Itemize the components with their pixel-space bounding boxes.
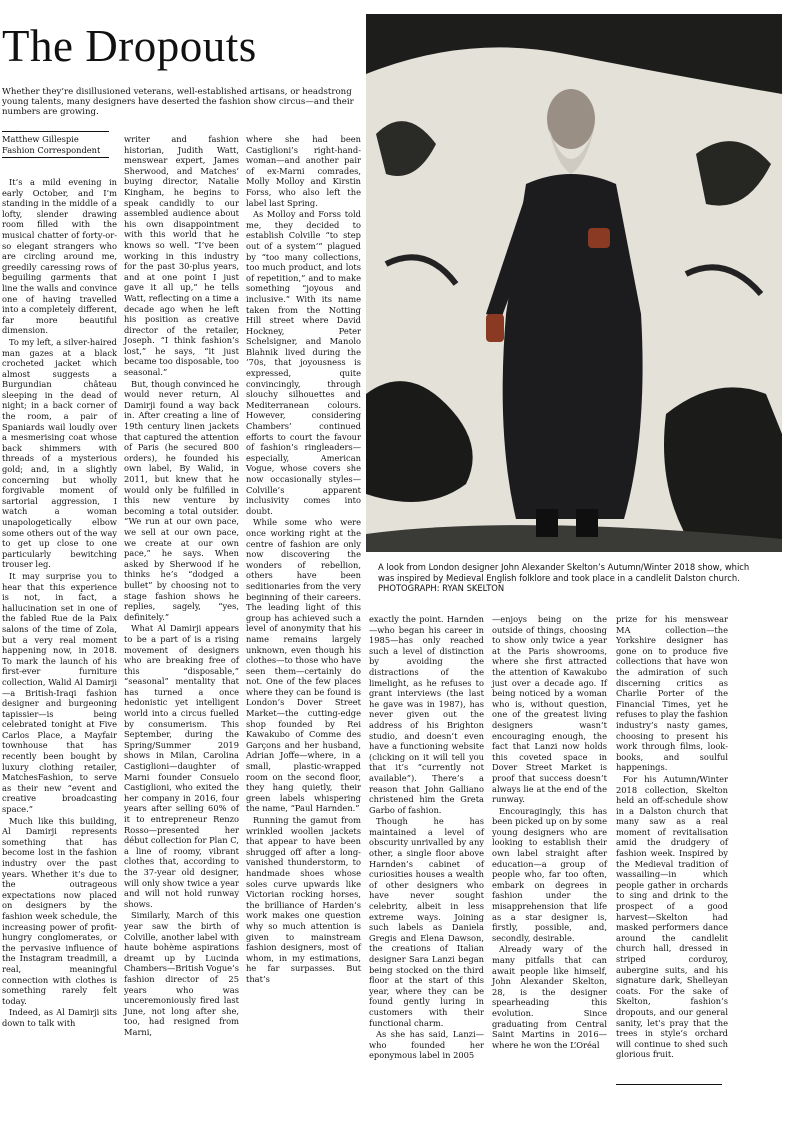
paragraph: Similarly, March of this year saw the birth of Colville, another label with haute bohème aspirations dreamt up by Lucinda Chambers—British Vogue’s fashion director of 25 years who was unceremoniously fired last June, not long after she, too, had resigned from Marni,: [124, 910, 239, 1037]
paragraph: As she has said, Lanzi—who founded her eponymous label in 2005: [369, 1029, 484, 1061]
paragraph: What Al Damirji appears to be a part of is a rising movement of designers who are breaking free of this “disposable,” “seasonal” mentality that has turned a once hedonistic yet intelligent world into a circus fuelled by consumerism. This September, during the Spring/Summer 2019 shows in Milan, Carolina Castiglioni—daughter of Marni founder Consuelo Castiglioni, who exited the her company in 2016, four years after selling 60% of it to entrepreneur Renzo Rosso—presented her début collection for Plan C, a line of roomy, vibrant clothes that, according to the 37-year old designer, will only show twice a year and will not hold runway shows.: [124, 623, 239, 909]
paragraph: Encouragingly, this has been picked up on by some young designers who are looking to establish their own label straight after education—a group of people who, far too often, embark on degrees in fashion under the misapprehension that life as a star designer is, firstly, possible, and, secondly, desirable.: [492, 805, 607, 943]
paragraph: Indeed, as Al Damirji sits down to talk with: [2, 1007, 117, 1028]
author-name: Matthew Gillespie: [2, 134, 79, 144]
paragraph: For his Autumn/Winter 2018 collection, Skelton held an off-schedule show in a Dalston church that many saw as a real moment of revitalisation amid the drudgery of fashion week. Inspired by the Medieval tradition of wassailing—in which people gather in orchards to sing and drink to the prospect of a good harvest—Skelton had masked performers dance around the candlelit church hall, dressed in striped corduroy, aubergine suits, and his signature dark, Shelleyan coats. For the sake of Skelton, fashion’s dropouts, and our general sanity, let’s pray that the trees in style’s orchard will continue to shed such glorious fruit.: [616, 773, 728, 1060]
article-photo: [366, 14, 782, 552]
paragraph: —enjoys being on the outside of things, choosing to show only twice a year at the Paris showrooms, where she first attracted the attention of Kawakubo just over a decade ago. If being noticed by a woman who is, without question, one of the greatest living designers wasn’t encouraging enough, the fact that Lanzi now holds this coveted space in Dover Street Market is proof that success doesn’t always lie at the end of the runway.: [492, 614, 607, 805]
designer-portrait-image: [366, 14, 782, 552]
paragraph: It may surprise you to hear that this experience is not, in fact, a hallucination set in one of the fabled Rue de la Paix salons of the time of Zola, but a very real moment happening now, in 2018. To mark the launch of his first-ever furniture collection, Walid Al Damirji—a British-Iraqi fashion designer and burgeoning tapissier—is being celebrated tonight at Five Carlos Place, a Mayfair townhouse that has recently been bought by luxury clothing retailer, MatchesFashion, to serve as their new “event and creative broadcasting space.”: [2, 570, 117, 815]
paragraph: writer and fashion historian, Judith Watt, menswear expert, James Sherwood, and Matches’ buying director, Natalie Kingham, he begins to speak candidly to our assembled audience about his own disappointment with this world that he knows so well. “I’ve been working in this industry for the past 30-plus years, and at one point I just gave it all up,” he tells Watt, reflecting on a time a decade ago when he left his position as creative director of the retailer, Joseph. “I think fashion’s lost,” he says, “it just became too disposable, too seasonal.”: [124, 134, 239, 378]
photo-caption: A look from London designer John Alexander Skelton’s Autumn/Winter 2018 show, which was inspired by Medieval English folklore and took place in a candlelit Dalston church. PHOTOGRAPH: RYAN SKELTON: [378, 562, 750, 594]
column-6: [616, 614, 728, 1060]
paragraph: To my left, a silver-haired man gazes at a black crocheted jacket which almost suggests a Burgundian château sleeping in the dead of night; in a back corner of the room, a pair of Spaniards wail loudly over a mesmerising coat whose back shimmers with threads of a mysterious gold; and, in a slightly concerning but wholly forgivable moment of sartorial aggression, I watch a woman unapologetically elbow some others out of the way to get up close to one particularly bewitching trouser leg.: [2, 336, 117, 570]
paragraph: Much like this building, Al Damirji represents something that has become lost in the fashion industry over the past years. Whether it’s due to the outrageous expectations now placed on designers by the fashion week schedule, the increasing power of profit-hungry conglomerates, or the pervasive influence of the Instagram treadmill, a real, meaningful connection with clothes is something rarely felt today.: [2, 815, 117, 1006]
article-title: The Dropouts: [2, 21, 257, 71]
column-3: [246, 134, 361, 985]
end-rule: [616, 1084, 722, 1085]
column-5: [492, 614, 607, 1050]
paragraph: As Molloy and Forss told me, they decided to establish Colville “to step out of a system’” plagued by “too many collections, too much product, and lots of repetition,” and to make something “joyous and inclusive.” With its name taken from the Notting Hill street where David Hockney, Peter Schelsigner, and Manolo Blahnik lived during the ’70s, that joyousness is expressed, quite convincingly, through slouchy silhouettes and Mediterranean colours. However, considering Chambers’ continued efforts to court the favour of fashion’s ringleaders—especially, American Vogue, whose covers she now occasionally styles—Colville’s apparent inclusivity comes into doubt.: [246, 209, 361, 516]
column-4: [369, 614, 484, 1061]
paragraph: Though he has maintained a level of obscurity unrivalled by any other, a single floor above Harnden’s cabinet of curiosities houses a wealth of other designers who have never sought celebrity, albeit in less extreme ways. Joining such labels as Daniela Gregis and Elena Dawson, the creations of Italian designer Sara Lanzi began being stocked on the third floor at the start of this year, where they can be found gently luring in customers with their functional charm.: [369, 816, 484, 1028]
paragraph: exactly the point. Harnden—who began his career in 1985—has only reached such a level of distinction by avoiding the distractions of the limelight, as he refuses to grant interviews (the last he gave was in 1987), has never given out the address of his Brighton studio, and doesn’t even have a functioning website (clicking on it will tell you that it’s “currently not available”). There’s a reason that John Galliano christened him the Greta Garbo of fashion.: [369, 614, 484, 815]
paragraph: It’s a mild evening in early October, and I’m standing in the middle of a lofty, slender drawing room filled with the musical chatter of forty-or-so elegant strangers who are circling around me, greedily caressing rows of beguiling garments that line the walls and convince one of having travelled into a completely different, far more beautiful dimension.: [2, 177, 117, 336]
paragraph: Running the gamut from wrinkled woollen jackets that appear to have been shrugged off after a long-vanished thunderstorm, to handmade shoes whose soles curve upwards like Victorian rocking horses, the brilliance of Harden’s work makes one question why so much attention is given to mainstream fashion designers, most of whom, in my estimations, he far surpasses. But that’s: [246, 815, 361, 984]
column-1: [2, 177, 117, 1029]
article-standfirst: Whether they’re disillusioned veterans, well-established artisans, or headstrong young talents, many designers have deserted the fashion show circus—and their numbers are growing.: [2, 87, 354, 118]
paragraph: where she had been Castiglioni’s right-hand-woman—and another pair of ex-Marni comrades, Molly Molloy and Kirstin Forss, who also left the label last Spring.: [246, 134, 361, 208]
column-2: [124, 134, 239, 1037]
paragraph: While some who were once working right at the centre of fashion are only now discovering the wonders of rebellion, others have been seditionaries from the very beginning of their careers. The leading light of this group has achieved such a level of anonymity that his name remains largely unknown, even though his clothes—to those who have seen them—certainly do not. One of the few places where they can be found is London’s Dover Street Market—the cutting-edge shop founded by Rei Kawakubo of Comme des Garçons and her husband, Adrian Joffe—where, in a small, plastic-wrapped room on the second floor, they hang quietly, their green labels whispering the name, “Paul Harnden.”: [246, 517, 361, 814]
paragraph: But, though convinced he would never return, Al Damirji found a way back in. After creating a line of 19th century linen jackets that captured the attention of Paris (he secured 800 orders), he founded his own label, By Walid, in 2011, but knew that he would only be fulfilled in this new venture by becoming a total outsider. “We run at our own pace, we sell at our own pace, we create at our own pace,” he says. When asked by Sherwood if he thinks he’s “dodged a bullet” by choosing not to stage fashion shows he replies, sagely, “yes, definitely.”: [124, 378, 239, 622]
byline: [2, 131, 109, 158]
paragraph: prize for his menswear MA collection—the Yorkshire designer has gone on to produce five collections that have won the admiration of such discerning critics as Charlie Porter of the Financial Times, yet he refuses to play the fashion industry’s nasty games, choosing to present his work through films, look-books, and soulful happenings.: [616, 614, 728, 773]
paragraph: Already wary of the many pitfalls that can await people like himself, John Alexander Skelton, 28, is the designer spearheading this evolution. Since graduating from Central Saint Martins in 2016—where he won the L’Oréal: [492, 944, 607, 1050]
author-role: Fashion Correspondent: [2, 144, 101, 155]
